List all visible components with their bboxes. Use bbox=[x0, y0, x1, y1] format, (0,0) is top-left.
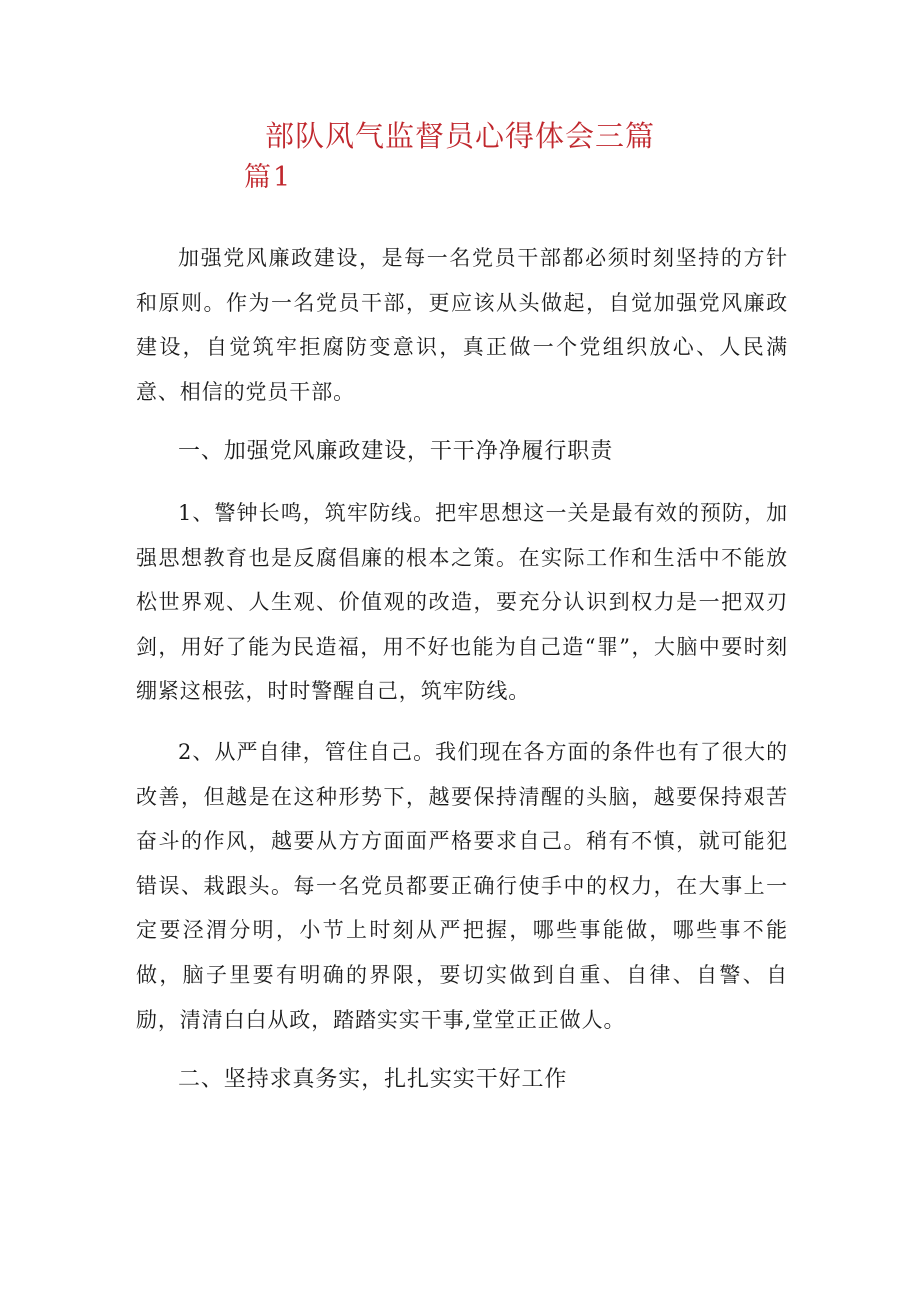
body-paragraph-1: 1、警钟长鸣，筑牢防线。把牢思想这一关是最有效的预防，加强思想教育也是反腐倡廉的根本之策。在实际工作和生活中不能放松世界观、人生观、价值观的改造，要充分认识到权力是一把双刃剑，用好了能为民造福，用不好也能为自己造“罪”，大脑中要时刻绷紧这根弦，时时警醒自己，筑牢防线。 bbox=[136, 500, 788, 704]
section-subtitle: 篇1 bbox=[244, 162, 293, 193]
section-heading-2: 二、坚持求真务实，扎扎实实干好工作 bbox=[178, 1067, 568, 1093]
intro-paragraph: 加强党风廉政建设，是每一名党员干部都必须时刻坚持的方针和原则。作为一名党员干部，更应该从头做起，自觉加强党风廉政建设，自觉筑牢拒腐防变意识，真正做一个党组织放心、人民满意、相信的党员干部。 bbox=[136, 246, 788, 404]
document-title: 部队风气监督员心得体会三篇 bbox=[264, 119, 655, 153]
body-paragraph-2: 2、从严自律，管住自己。我们现在各方面的条件也有了很大的改善，但越是在这种形势下，越要保持清醒的头脑，越要保持艰苦奋斗的作风，越要从方方面面严格要求自己。稍有不慎，就可能犯错误、栽跟头。每一名党员都要正确行使手中的权力，在大事上一定要泾渭分明，小节上时刻从严把握，哪些事能做，哪些事不能做，脑子里要有明确的界限，要切实做到自重、自律、自警、自励，清清白白从政，踏踏实实干事,堂堂正正做人。 bbox=[136, 739, 788, 1032]
document-body bbox=[136, 236, 788, 1119]
section-heading-1: 一、加强党风廉政建设，干干净净履行职责 bbox=[178, 439, 614, 465]
